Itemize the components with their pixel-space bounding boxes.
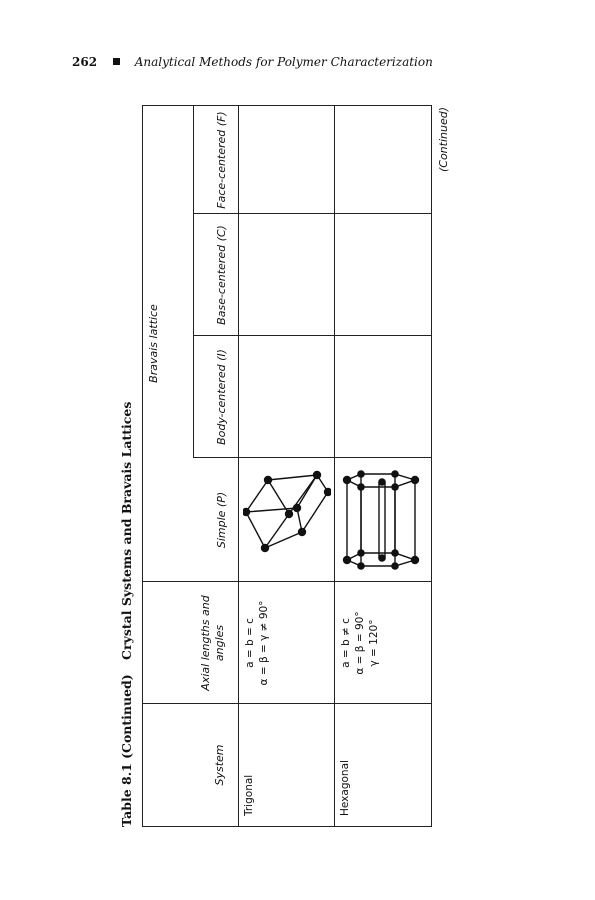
table-title: Crystal Systems and Bravais Lattices — [119, 401, 134, 660]
hexagonal-lattice-icon — [339, 470, 427, 570]
rule-row-separator — [334, 106, 335, 826]
header-face-centered: Face-centered (F) — [215, 111, 228, 209]
rule-header-bottom — [238, 106, 239, 826]
header-body-centered: Body-centered (I) — [215, 349, 228, 445]
rhombohedral-lattice-icon — [243, 470, 331, 570]
header-simple: Simple (P) — [215, 491, 228, 549]
rule-col-2 — [143, 581, 431, 582]
header-bravais: Bravais lattice — [147, 304, 160, 383]
rule-col-3 — [193, 457, 431, 458]
axial-line: a = b ≠ c — [340, 618, 352, 668]
running-head — [72, 52, 433, 72]
rule-col-1 — [143, 703, 431, 704]
rotated-table — [112, 105, 450, 827]
row-hexagonal-axial — [339, 582, 381, 704]
page-number: 262 — [72, 55, 98, 69]
table-caption — [112, 402, 142, 827]
axial-line: a = b = c — [244, 618, 256, 668]
row-trigonal-axial — [243, 582, 271, 704]
axial-line: α = β = 90° — [354, 611, 366, 675]
row-trigonal-system: Trigonal — [243, 774, 255, 816]
bullet-square-icon — [113, 58, 120, 65]
axial-line: γ = 120° — [368, 619, 380, 667]
rule-bravais-header — [193, 106, 194, 458]
rule-col-4 — [193, 335, 431, 336]
running-head-title: Analytical Methods for Polymer Characterization — [134, 55, 433, 69]
table-label: Table 8.1 (Continued) — [119, 674, 134, 827]
rule-col-5 — [193, 213, 431, 214]
table-frame — [142, 105, 432, 827]
axial-line: α = β = γ ≠ 90° — [258, 600, 270, 686]
header-axial: Axial lengths and angles — [199, 595, 226, 691]
header-system: System — [213, 744, 226, 786]
header-base-centered: Base-centered (C) — [215, 225, 228, 325]
row-hexagonal-system: Hexagonal — [339, 760, 351, 816]
continued-note: (Continued) — [437, 107, 450, 173]
